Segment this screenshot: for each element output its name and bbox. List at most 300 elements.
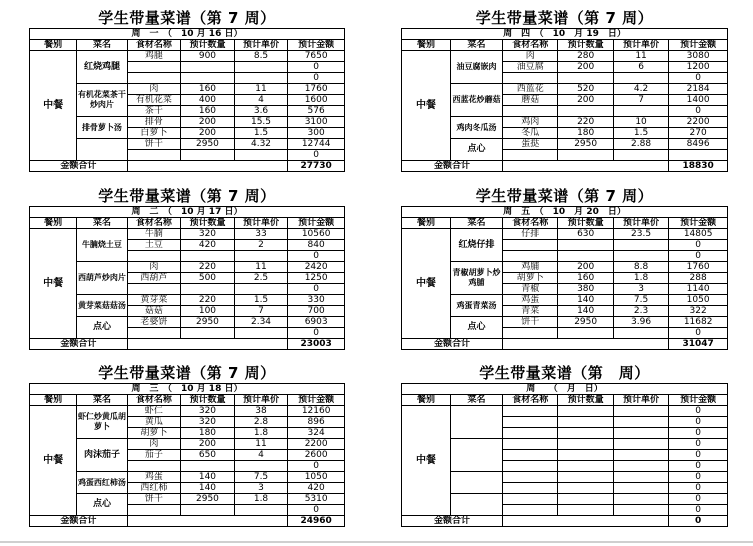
ingredient-name (127, 73, 181, 84)
meal-col-header: 餐别 (402, 40, 451, 51)
ingredient-name: 鸡蛋 (127, 472, 181, 483)
ingredient-price: 4 (234, 450, 288, 461)
dish-name: 黄芽菜菇菇汤 (77, 295, 127, 317)
ingredient-amount: 896 (288, 417, 345, 428)
total-label: 金额合计 (402, 339, 503, 350)
ingredient-price: 3 (234, 483, 288, 494)
ingredient-price: 6 (613, 62, 668, 73)
ingredient-qty: 320 (181, 229, 235, 240)
ingredient-amount: 11682 (669, 317, 728, 328)
ingredient-name: 冬瓜 (503, 128, 558, 139)
menu-title: 学生带量菜谱（第 7 周） (98, 187, 276, 205)
ingredient-qty: 2950 (181, 317, 235, 328)
ingredient-amount: 1400 (669, 95, 728, 106)
ingredient-qty (181, 461, 235, 472)
dish-name: 牛腩烧土豆 (77, 229, 127, 262)
ingredient-qty: 200 (558, 62, 613, 73)
ingredient-qty: 200 (558, 95, 613, 106)
total-spacer (127, 339, 288, 350)
table-row (402, 317, 728, 328)
ingredient-qty: 220 (558, 117, 613, 128)
ingredient-price (234, 73, 288, 84)
ingredient-amount: 0 (669, 505, 728, 516)
ingredient-qty (558, 450, 613, 461)
ingredient-price: 1.8 (613, 273, 668, 284)
menu-title: 学生带量菜谱（第 7 周） (475, 187, 654, 205)
table-row (402, 494, 728, 505)
table-row (402, 472, 728, 483)
ingredient-qty: 2950 (558, 139, 613, 150)
ingredient-qty (558, 328, 613, 339)
ingredient-name (127, 505, 181, 516)
ingredient-amount: 12160 (288, 406, 345, 417)
ingredient-name: 饼干 (503, 317, 558, 328)
ingredient-qty: 140 (558, 306, 613, 317)
ingredient-amount: 0 (669, 328, 728, 339)
ingredient-qty: 400 (181, 95, 235, 106)
ingredient-amount: 6903 (288, 317, 345, 328)
dish-name: 点心 (450, 139, 502, 161)
ingredient-qty (558, 417, 613, 428)
dish-name: 红烧鸡腿 (77, 51, 127, 84)
ingredient-price: 1.8 (234, 494, 288, 505)
ingredient-price (613, 439, 668, 450)
qty-col-header: 预计数量 (181, 40, 235, 51)
ingredient-qty: 900 (181, 51, 235, 62)
ingredient-name: 西红柿 (127, 483, 181, 494)
ingredient-amount: 0 (288, 328, 345, 339)
ingredient-name (127, 461, 181, 472)
table-row (30, 262, 345, 273)
ingredient-price (613, 240, 668, 251)
ingredient-amount: 0 (669, 73, 728, 84)
table-row (402, 139, 728, 150)
price-col-header: 预计单价 (613, 395, 668, 406)
total-label: 金额合计 (30, 339, 128, 350)
ingredient-name: 鸡蛋 (503, 295, 558, 306)
ingredient-amount: 2600 (288, 450, 345, 461)
ingredient-qty: 200 (558, 262, 613, 273)
ingredient-name: 蘑菇 (503, 95, 558, 106)
dish-col-header: 菜名 (450, 395, 502, 406)
total-amount: 27730 (288, 161, 345, 172)
ingredient-price: 7.5 (234, 472, 288, 483)
ingredient-amount: 0 (669, 240, 728, 251)
meal-type: 中餐 (402, 51, 451, 161)
ingredient-name (127, 284, 181, 295)
dish-name: 有机花菜茶干炒肉片 (77, 84, 127, 117)
ingredient-amount: 7650 (288, 51, 345, 62)
ingredient-name (503, 483, 558, 494)
ingredient-price: 11 (613, 51, 668, 62)
menu-panel-friday (401, 187, 728, 350)
meal-col-header: 餐别 (30, 395, 77, 406)
ingredient-name: 黄芽菜 (127, 295, 181, 306)
dish-name (450, 494, 502, 516)
ingredient-qty: 220 (181, 295, 235, 306)
dish-name: 青椒胡萝卜炒鸡脯 (450, 262, 502, 295)
ingredient-name: 油豆腐 (503, 62, 558, 73)
dish-col-header: 菜名 (77, 395, 127, 406)
ingredient-price: 33 (234, 229, 288, 240)
price-col-header: 预计单价 (234, 395, 288, 406)
ingredient-qty (558, 505, 613, 516)
ingredient-name: 鸡腿 (127, 51, 181, 62)
ingredient-amount: 0 (669, 251, 728, 262)
total-amount: 18830 (669, 161, 728, 172)
meal-type: 中餐 (30, 406, 77, 516)
total-label: 金额合计 (30, 516, 128, 527)
table-row (30, 439, 345, 450)
ingredient-amount: 2200 (669, 117, 728, 128)
table-row (402, 439, 728, 450)
menu-title: 学生带量菜谱（第 周） (479, 364, 650, 382)
amount-col-header: 预计金额 (288, 395, 345, 406)
bottom-divider (0, 541, 753, 543)
ingredient-amount: 288 (669, 273, 728, 284)
ingredient-amount: 270 (669, 128, 728, 139)
ingredient-price (613, 494, 668, 505)
ingredient-price: 7 (613, 95, 668, 106)
ingredient-price (613, 461, 668, 472)
ingredient-amount: 0 (669, 483, 728, 494)
ingredient-name: 饼干 (127, 494, 181, 505)
ingredient-price: 4.32 (234, 139, 288, 150)
ingredient-qty (181, 505, 235, 516)
meal-col-header: 餐别 (402, 218, 451, 229)
table-row (402, 51, 728, 62)
menu-panel-wednesday (29, 364, 345, 527)
meal-type: 中餐 (30, 51, 77, 161)
dish-name (450, 472, 502, 494)
ingredient-qty (181, 251, 235, 262)
dish-col-header: 菜名 (450, 218, 502, 229)
ingredient-col-header: 食材名称 (127, 218, 181, 229)
total-amount: 23003 (288, 339, 345, 350)
ingredient-name (503, 417, 558, 428)
ingredient-qty: 280 (558, 51, 613, 62)
total-label: 金额合计 (402, 516, 503, 527)
dish-name (450, 406, 502, 439)
ingredient-price (234, 251, 288, 262)
ingredient-name: 青菜 (503, 306, 558, 317)
ingredient-price (613, 428, 668, 439)
ingredient-amount: 1140 (669, 284, 728, 295)
dish-col-header: 菜名 (77, 218, 127, 229)
table-row (30, 117, 345, 128)
ingredient-price: 2.34 (234, 317, 288, 328)
ingredient-amount: 0 (288, 461, 345, 472)
price-col-header: 预计单价 (234, 218, 288, 229)
ingredient-name (503, 150, 558, 161)
ingredient-name: 肉 (127, 439, 181, 450)
menu-title: 学生带量菜谱（第 7 周） (98, 364, 276, 382)
dish-name: 点心 (450, 317, 502, 339)
amount-col-header: 预计金额 (669, 40, 728, 51)
ingredient-qty: 220 (181, 262, 235, 273)
ingredient-amount: 322 (669, 306, 728, 317)
ingredient-qty: 520 (558, 84, 613, 95)
ingredient-price: 3.96 (613, 317, 668, 328)
ingredient-price: 8.8 (613, 262, 668, 273)
ingredient-name: 白萝卜 (127, 128, 181, 139)
ingredient-amount: 8496 (669, 139, 728, 150)
ingredient-price (613, 406, 668, 417)
ingredient-qty (181, 284, 235, 295)
ingredient-qty: 2950 (558, 317, 613, 328)
ingredient-name (127, 328, 181, 339)
ingredient-name (503, 328, 558, 339)
ingredient-amount: 0 (288, 62, 345, 73)
ingredient-amount: 0 (288, 505, 345, 516)
ingredient-name (503, 439, 558, 450)
ingredient-name (503, 494, 558, 505)
ingredient-qty: 140 (181, 483, 235, 494)
total-amount: 31047 (669, 339, 728, 350)
week-date-header: 周 五 （ 10 月 20 日） (402, 207, 728, 218)
ingredient-amount: 0 (669, 450, 728, 461)
meal-col-header: 餐别 (402, 395, 451, 406)
ingredient-qty: 320 (181, 417, 235, 428)
ingredient-price (613, 150, 668, 161)
table-row (402, 406, 728, 417)
table-row (30, 406, 345, 417)
ingredient-price: 7 (234, 306, 288, 317)
dish-name: 西葫芦炒肉片 (77, 262, 127, 295)
ingredient-amount: 1050 (669, 295, 728, 306)
ingredient-price (613, 472, 668, 483)
ingredient-amount: 840 (288, 240, 345, 251)
ingredient-name: 茶干 (127, 106, 181, 117)
dish-name (450, 439, 502, 472)
ingredient-qty (558, 494, 613, 505)
ingredient-amount: 2200 (288, 439, 345, 450)
ingredient-amount: 324 (288, 428, 345, 439)
ingredient-qty: 180 (181, 428, 235, 439)
menu-panel-blank (401, 364, 728, 527)
ingredient-price (234, 328, 288, 339)
menu-table (29, 383, 345, 527)
ingredient-qty: 160 (181, 106, 235, 117)
ingredient-name (503, 240, 558, 251)
ingredient-amount: 14805 (669, 229, 728, 240)
ingredient-name: 青椒 (503, 284, 558, 295)
ingredient-amount: 330 (288, 295, 345, 306)
total-amount: 0 (669, 516, 728, 527)
ingredient-qty: 160 (181, 84, 235, 95)
ingredient-col-header: 食材名称 (503, 40, 558, 51)
week-date-header: 周 二 （ 10 月 17 日） (30, 207, 345, 218)
ingredient-qty (558, 483, 613, 494)
ingredient-name: 土豆 (127, 240, 181, 251)
ingredient-amount: 1050 (288, 472, 345, 483)
ingredient-amount: 1200 (669, 62, 728, 73)
ingredient-price (613, 505, 668, 516)
ingredient-qty (558, 150, 613, 161)
amount-col-header: 预计金额 (288, 40, 345, 51)
total-amount: 24960 (288, 516, 345, 527)
ingredient-col-header: 食材名称 (503, 218, 558, 229)
menu-title: 学生带量菜谱（第 7 周） (98, 9, 276, 27)
total-spacer (503, 161, 669, 172)
ingredient-name (127, 251, 181, 262)
ingredient-name: 排骨 (127, 117, 181, 128)
week-date-header: 周 一 （ 10 月 16 日） (30, 29, 345, 40)
ingredient-amount: 1760 (669, 262, 728, 273)
ingredient-qty: 200 (181, 117, 235, 128)
ingredient-name (503, 461, 558, 472)
meal-type: 中餐 (402, 406, 451, 516)
ingredient-price (613, 106, 668, 117)
ingredient-amount: 0 (669, 428, 728, 439)
ingredient-qty: 100 (181, 306, 235, 317)
menu-table (401, 206, 728, 350)
ingredient-price (234, 62, 288, 73)
ingredient-amount: 5310 (288, 494, 345, 505)
ingredient-amount: 0 (669, 439, 728, 450)
ingredient-amount: 0 (669, 461, 728, 472)
ingredient-name (127, 62, 181, 73)
price-col-header: 预计单价 (234, 40, 288, 51)
dish-name: 虾仁炒黄瓜胡萝卜 (77, 406, 127, 439)
ingredient-price: 2 (234, 240, 288, 251)
dish-name: 鸡蛋青菜汤 (450, 295, 502, 317)
dish-name: 油豆腐嵌肉 (450, 51, 502, 84)
ingredient-price: 2.88 (613, 139, 668, 150)
ingredient-qty: 140 (181, 472, 235, 483)
qty-col-header: 预计数量 (181, 218, 235, 229)
meal-col-header: 餐别 (30, 40, 77, 51)
ingredient-name: 有机花菜 (127, 95, 181, 106)
dish-col-header: 菜名 (77, 40, 127, 51)
ingredient-price: 8.5 (234, 51, 288, 62)
ingredient-price: 1.5 (234, 128, 288, 139)
ingredient-amount (669, 150, 728, 161)
ingredient-price (613, 73, 668, 84)
ingredient-name (503, 73, 558, 84)
table-row (30, 295, 345, 306)
ingredient-price: 1.8 (234, 428, 288, 439)
dish-name: 红烧仔排 (450, 229, 502, 262)
dish-name: 西蓝花炒蘑菇 (450, 84, 502, 117)
ingredient-price: 4.2 (613, 84, 668, 95)
ingredient-qty: 380 (558, 284, 613, 295)
table-row (30, 139, 345, 150)
dish-name: 鸡肉冬瓜汤 (450, 117, 502, 139)
dish-name: 鸡蛋西红柿汤 (77, 472, 127, 494)
ingredient-qty (558, 461, 613, 472)
total-spacer (503, 516, 669, 527)
menu-table (401, 383, 728, 527)
price-col-header: 预计单价 (613, 218, 668, 229)
ingredient-price: 2.3 (613, 306, 668, 317)
total-spacer (503, 339, 669, 350)
ingredient-qty (181, 150, 235, 161)
ingredient-name: 肉 (127, 84, 181, 95)
ingredient-amount: 1760 (288, 84, 345, 95)
ingredient-qty: 2950 (181, 494, 235, 505)
ingredient-price: 2.8 (234, 417, 288, 428)
ingredient-price: 15.5 (234, 117, 288, 128)
ingredient-qty: 320 (181, 406, 235, 417)
ingredient-price (234, 150, 288, 161)
ingredient-qty (558, 472, 613, 483)
ingredient-qty: 420 (181, 240, 235, 251)
ingredient-name: 仔排 (503, 229, 558, 240)
dish-name: 点心 (77, 317, 127, 339)
ingredient-name: 黄瓜 (127, 417, 181, 428)
ingredient-amount: 0 (288, 73, 345, 84)
ingredient-amount: 420 (288, 483, 345, 494)
ingredient-price (234, 505, 288, 516)
ingredient-qty (558, 428, 613, 439)
week-date-header: 周 四 （ 10 月 19 日） (402, 29, 728, 40)
ingredient-amount: 700 (288, 306, 345, 317)
ingredient-amount: 0 (669, 472, 728, 483)
ingredient-name: 老婆饼 (127, 317, 181, 328)
ingredient-name: 茄子 (127, 450, 181, 461)
ingredient-price (613, 483, 668, 494)
table-row (402, 229, 728, 240)
ingredient-qty (181, 328, 235, 339)
qty-col-header: 预计数量 (558, 218, 613, 229)
week-date-header: 周 三 （ 10 月 18 日） (30, 384, 345, 395)
ingredient-qty: 200 (181, 128, 235, 139)
ingredient-price: 1.5 (613, 128, 668, 139)
ingredient-price: 3.6 (234, 106, 288, 117)
table-row (30, 472, 345, 483)
ingredient-amount: 10560 (288, 229, 345, 240)
ingredient-qty (558, 406, 613, 417)
ingredient-qty (181, 62, 235, 73)
amount-col-header: 预计金额 (288, 218, 345, 229)
ingredient-col-header: 食材名称 (127, 395, 181, 406)
ingredient-name: 菇菇 (127, 306, 181, 317)
ingredient-name: 西蓝花 (503, 84, 558, 95)
ingredient-name: 西葫芦 (127, 273, 181, 284)
ingredient-amount: 0 (669, 494, 728, 505)
ingredient-price: 7.5 (613, 295, 668, 306)
ingredient-qty (558, 439, 613, 450)
ingredient-price: 1.5 (234, 295, 288, 306)
amount-col-header: 预计金额 (669, 395, 728, 406)
ingredient-qty (558, 240, 613, 251)
ingredient-amount: 300 (288, 128, 345, 139)
ingredient-price (613, 450, 668, 461)
ingredient-amount: 0 (288, 284, 345, 295)
ingredient-amount: 0 (288, 251, 345, 262)
table-row (30, 84, 345, 95)
ingredient-qty: 200 (181, 439, 235, 450)
ingredient-price: 10 (613, 117, 668, 128)
total-spacer (127, 161, 288, 172)
table-row (402, 84, 728, 95)
menu-panel-thursday (401, 9, 728, 172)
total-label: 金额合计 (30, 161, 128, 172)
ingredient-name (503, 406, 558, 417)
ingredient-name: 鸡肉 (503, 117, 558, 128)
table-row (30, 494, 345, 505)
week-date-header: 周 （ 月 日） (402, 384, 728, 395)
ingredient-name: 胡萝卜 (503, 273, 558, 284)
menu-panel-tuesday (29, 187, 345, 350)
amount-col-header: 预计金额 (669, 218, 728, 229)
ingredient-qty: 630 (558, 229, 613, 240)
ingredient-price: 23.5 (613, 229, 668, 240)
ingredient-name: 肉 (503, 51, 558, 62)
ingredient-price: 3 (613, 284, 668, 295)
ingredient-price (234, 284, 288, 295)
